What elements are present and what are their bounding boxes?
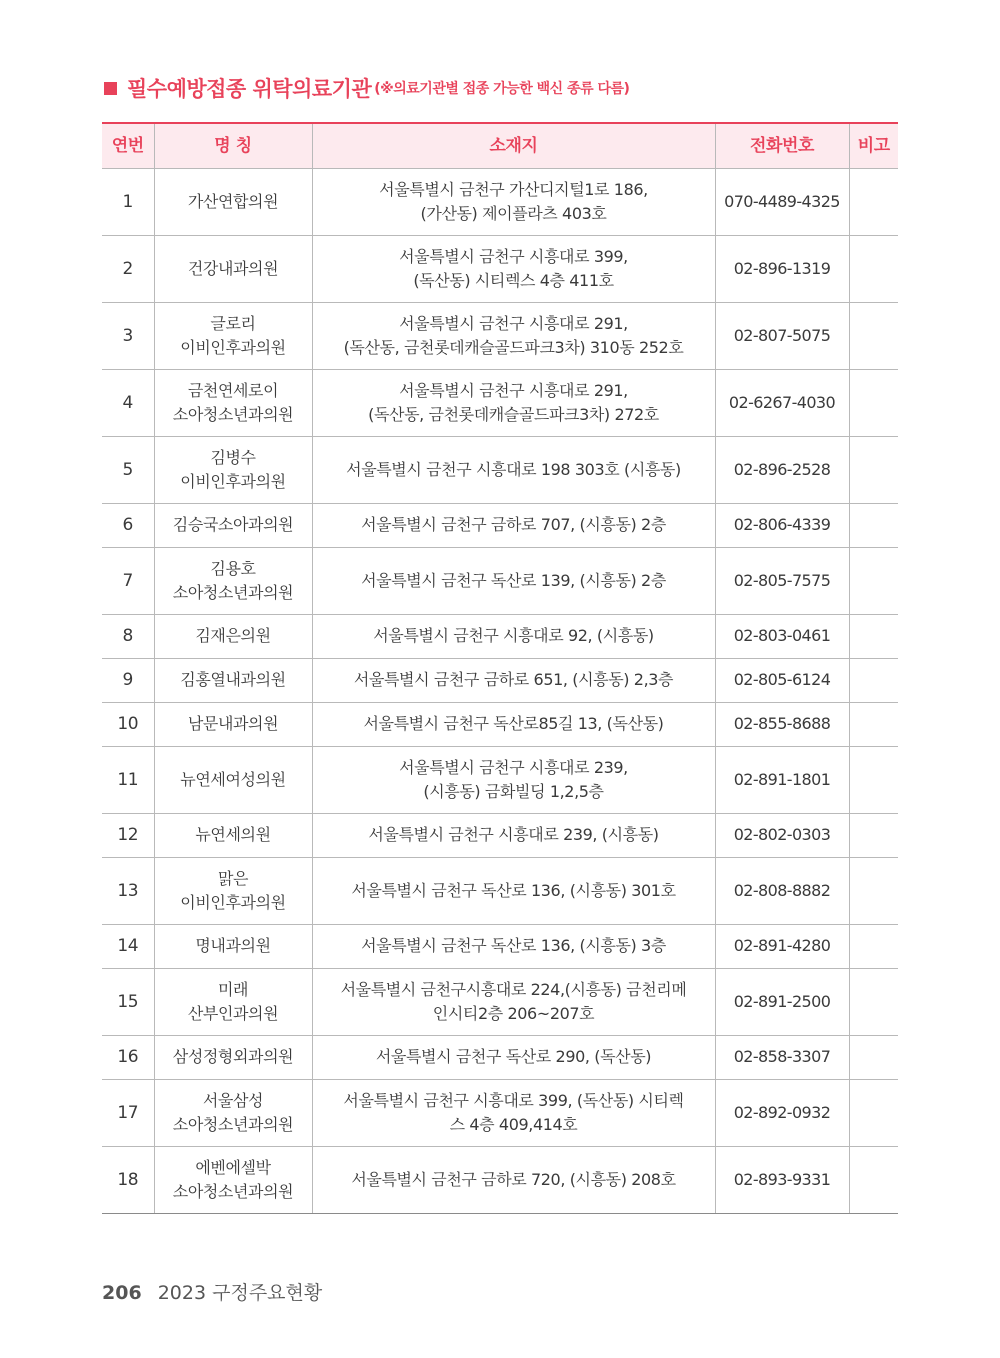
- clinic-address-line: (시흥동) 금화빌딩 1,2,5층: [423, 781, 604, 801]
- table-row: [102, 702, 898, 746]
- row-number: 10: [102, 702, 154, 746]
- clinic-phone: 02-808-8882: [715, 857, 849, 924]
- clinic-address-line: 서울특별시 금천구 독산로 136, (시흥동) 301호: [351, 880, 676, 900]
- clinic-phone: 02-893-9331: [715, 1146, 849, 1213]
- row-number: 5: [102, 436, 154, 503]
- table-header-row: [102, 123, 898, 168]
- clinic-name: [154, 1035, 312, 1079]
- clinic-name-line: 건강내과의원: [187, 258, 279, 278]
- clinic-note: [849, 235, 898, 302]
- row-number: 7: [102, 547, 154, 614]
- table-row: [102, 503, 898, 547]
- clinic-note: [849, 924, 898, 968]
- clinic-name-line: 삼성정형외과의원: [172, 1047, 294, 1066]
- header-address: 소재지: [312, 123, 715, 168]
- clinic-note: [849, 1035, 898, 1079]
- clinic-name-line: 소아청소년과의원: [172, 1114, 294, 1134]
- clinic-name-line: 산부인과의원: [187, 1003, 279, 1023]
- clinic-phone: 02-805-7575: [715, 547, 849, 614]
- clinic-name: [154, 503, 312, 547]
- clinic-address-line: (독산동, 금천롯데캐슬골드파크3차) 272호: [368, 404, 659, 424]
- clinic-name: [154, 1079, 312, 1146]
- table-row: [102, 369, 898, 436]
- clinic-table: [102, 122, 898, 1214]
- clinic-address-line: (가산동) 제이플라츠 403호: [420, 203, 607, 223]
- clinic-address-line: (독산동, 금천롯데캐슬골드파크3차) 310동 252호: [343, 337, 684, 357]
- clinic-name: [154, 369, 312, 436]
- table-row: [102, 1146, 898, 1213]
- clinic-name-line: 금천연세로이: [187, 380, 279, 400]
- clinic-phone: 02-807-5075: [715, 302, 849, 369]
- clinic-address-line: 서울특별시 금천구 독산로85길 13, (독산동): [363, 714, 664, 733]
- clinic-note: [849, 369, 898, 436]
- clinic-address-line: 서울특별시 금천구시흥대로 224,(시흥동) 금천리메: [340, 979, 687, 999]
- clinic-address: [312, 1079, 715, 1146]
- title-main: 필수예방접종 위탁의료기관: [127, 77, 372, 101]
- clinic-name-line: 소아청소년과의원: [172, 582, 294, 602]
- clinic-note: [849, 614, 898, 658]
- clinic-phone: 02-6267-4030: [715, 369, 849, 436]
- clinic-address: [312, 168, 715, 235]
- square-bullet-icon: [104, 82, 117, 95]
- clinic-name: [154, 614, 312, 658]
- clinic-name-line: 명내과의원: [195, 936, 271, 955]
- header-no: 연번: [102, 123, 154, 168]
- row-number: 6: [102, 503, 154, 547]
- clinic-name-line: 뉴연세여성의원: [180, 769, 286, 789]
- clinic-address-line: (독산동) 시티렉스 4층 411호: [413, 270, 614, 290]
- clinic-note: [849, 1079, 898, 1146]
- clinic-address-line: 서울특별시 금천구 독산로 139, (시흥동) 2층: [361, 570, 666, 590]
- table-row: [102, 168, 898, 235]
- row-number: 4: [102, 369, 154, 436]
- clinic-phone: 02-806-4339: [715, 503, 849, 547]
- row-number: 1: [102, 168, 154, 235]
- clinic-address-line: 서울특별시 금천구 시흥대로 239, (시흥동): [368, 825, 659, 844]
- clinic-address-line: 서울특별시 금천구 시흥대로 92, (시흥동): [373, 626, 654, 645]
- clinic-address-line: 서울특별시 금천구 시흥대로 239,: [399, 757, 628, 777]
- clinic-address: [312, 702, 715, 746]
- clinic-name-line: 김재은의원: [195, 626, 271, 645]
- clinic-name-line: 남문내과의원: [187, 714, 279, 733]
- clinic-name-line: 김승국소아과의원: [172, 515, 294, 534]
- clinic-address-line: 서울특별시 금천구 금하로 651, (시흥동) 2,3층: [353, 670, 674, 689]
- clinic-address-line: 서울특별시 금천구 시흥대로 291,: [399, 380, 628, 400]
- clinic-phone: 02-891-4280: [715, 924, 849, 968]
- clinic-phone: 02-855-8688: [715, 702, 849, 746]
- clinic-phone: 02-896-1319: [715, 235, 849, 302]
- clinic-phone: 02-858-3307: [715, 1035, 849, 1079]
- table-row: [102, 746, 898, 813]
- clinic-name: [154, 924, 312, 968]
- clinic-address: [312, 235, 715, 302]
- clinic-note: [849, 746, 898, 813]
- clinic-name: [154, 235, 312, 302]
- clinic-note: [849, 857, 898, 924]
- clinic-name-line: 이비인후과의원: [180, 471, 286, 491]
- table-row: [102, 924, 898, 968]
- clinic-name: [154, 1146, 312, 1213]
- clinic-address-line: 서울특별시 금천구 금하로 707, (시흥동) 2층: [361, 515, 666, 534]
- clinic-note: [849, 436, 898, 503]
- clinic-name-line: 소아청소년과의원: [172, 1181, 294, 1201]
- clinic-name: [154, 436, 312, 503]
- clinic-name-line: 이비인후과의원: [180, 337, 286, 357]
- table-body: [102, 168, 898, 1213]
- row-number: 18: [102, 1146, 154, 1213]
- title-note: (※의료기관별 접종 가능한 백신 종류 다름): [374, 81, 630, 97]
- clinic-address: [312, 857, 715, 924]
- clinic-address-line: 서울특별시 금천구 가산디지털1로 186,: [379, 179, 648, 199]
- clinic-address: [312, 547, 715, 614]
- row-number: 15: [102, 968, 154, 1035]
- row-number: 12: [102, 813, 154, 857]
- clinic-name: [154, 168, 312, 235]
- clinic-address-line: 서울특별시 금천구 금하로 720, (시흥동) 208호: [351, 1169, 676, 1189]
- table-row: [102, 302, 898, 369]
- clinic-name-line: 김병수: [210, 447, 256, 467]
- clinic-address: [312, 658, 715, 702]
- clinic-name-line: 소아청소년과의원: [172, 404, 294, 424]
- row-number: 2: [102, 235, 154, 302]
- row-number: 17: [102, 1079, 154, 1146]
- table-row: [102, 968, 898, 1035]
- page-number: 206: [102, 1282, 142, 1304]
- table-row: [102, 235, 898, 302]
- clinic-note: [849, 168, 898, 235]
- table-row: [102, 614, 898, 658]
- table-row: [102, 436, 898, 503]
- clinic-name: [154, 813, 312, 857]
- row-number: 3: [102, 302, 154, 369]
- clinic-name-line: 에벤에셀박: [195, 1157, 271, 1177]
- row-number: 8: [102, 614, 154, 658]
- row-number: 9: [102, 658, 154, 702]
- clinic-address: [312, 813, 715, 857]
- row-number: 14: [102, 924, 154, 968]
- clinic-address: [312, 369, 715, 436]
- header-note: 비고: [849, 123, 898, 168]
- clinic-note: [849, 968, 898, 1035]
- clinic-note: [849, 547, 898, 614]
- clinic-name: [154, 746, 312, 813]
- row-number: 11: [102, 746, 154, 813]
- clinic-name-line: 글로리: [210, 313, 256, 333]
- clinic-name-line: 뉴연세의원: [195, 825, 271, 844]
- clinic-name: [154, 968, 312, 1035]
- clinic-note: [849, 658, 898, 702]
- clinic-name-line: 가산연합의원: [187, 191, 279, 211]
- clinic-address-line: 서울특별시 금천구 독산로 136, (시흥동) 3층: [361, 936, 666, 955]
- table-row: [102, 813, 898, 857]
- clinic-name: [154, 302, 312, 369]
- clinic-note: [849, 1146, 898, 1213]
- table-row: [102, 1079, 898, 1146]
- row-number: 16: [102, 1035, 154, 1079]
- clinic-name: [154, 857, 312, 924]
- clinic-name: [154, 547, 312, 614]
- clinic-address-line: 서울특별시 금천구 독산로 290, (독산동): [375, 1047, 652, 1066]
- section-title: [104, 70, 629, 106]
- clinic-address-line: 서울특별시 금천구 시흥대로 291,: [399, 313, 628, 333]
- table-row: [102, 547, 898, 614]
- clinic-address: [312, 924, 715, 968]
- clinic-name: [154, 702, 312, 746]
- clinic-phone: 02-891-2500: [715, 968, 849, 1035]
- table-row: [102, 1035, 898, 1079]
- clinic-note: [849, 702, 898, 746]
- page-footer: [102, 1278, 322, 1305]
- clinic-address: [312, 968, 715, 1035]
- clinic-phone: 02-896-2528: [715, 436, 849, 503]
- clinic-note: [849, 503, 898, 547]
- clinic-address-line: 스 4층 409,414호: [449, 1114, 578, 1134]
- clinic-name-line: 김홍열내과의원: [180, 670, 286, 689]
- clinic-phone: 02-802-0303: [715, 813, 849, 857]
- clinic-name-line: 맑은: [217, 868, 249, 888]
- clinic-phone: 02-803-0461: [715, 614, 849, 658]
- clinic-phone: 070-4489-4325: [715, 168, 849, 235]
- clinic-address-line: 서울특별시 금천구 시흥대로 198 303호 (시흥동): [346, 459, 681, 479]
- header-name: 명 칭: [154, 123, 312, 168]
- table-row: [102, 658, 898, 702]
- clinic-phone: 02-891-1801: [715, 746, 849, 813]
- clinic-address: [312, 302, 715, 369]
- clinic-address: [312, 614, 715, 658]
- table-row: [102, 857, 898, 924]
- clinic-name-line: 김용호: [210, 558, 256, 578]
- clinic-address: [312, 436, 715, 503]
- clinic-address: [312, 746, 715, 813]
- clinic-address-line: 서울특별시 금천구 시흥대로 399, (독산동) 시티렉: [343, 1090, 684, 1110]
- clinic-name-line: 미래: [217, 979, 249, 999]
- header-phone: 전화번호: [715, 123, 849, 168]
- clinic-phone: 02-892-0932: [715, 1079, 849, 1146]
- clinic-address: [312, 1146, 715, 1213]
- clinic-name-line: 이비인후과의원: [180, 892, 286, 912]
- clinic-note: [849, 813, 898, 857]
- clinic-name-line: 서울삼성: [202, 1090, 264, 1110]
- clinic-address-line: 인시티2층 206~207호: [432, 1003, 595, 1023]
- clinic-note: [849, 302, 898, 369]
- clinic-phone: 02-805-6124: [715, 658, 849, 702]
- clinic-address-line: 서울특별시 금천구 시흥대로 399,: [399, 246, 628, 266]
- clinic-address: [312, 503, 715, 547]
- clinic-name: [154, 658, 312, 702]
- footer-title: 2023 구정주요현황: [157, 1282, 323, 1304]
- row-number: 13: [102, 857, 154, 924]
- clinic-address: [312, 1035, 715, 1079]
